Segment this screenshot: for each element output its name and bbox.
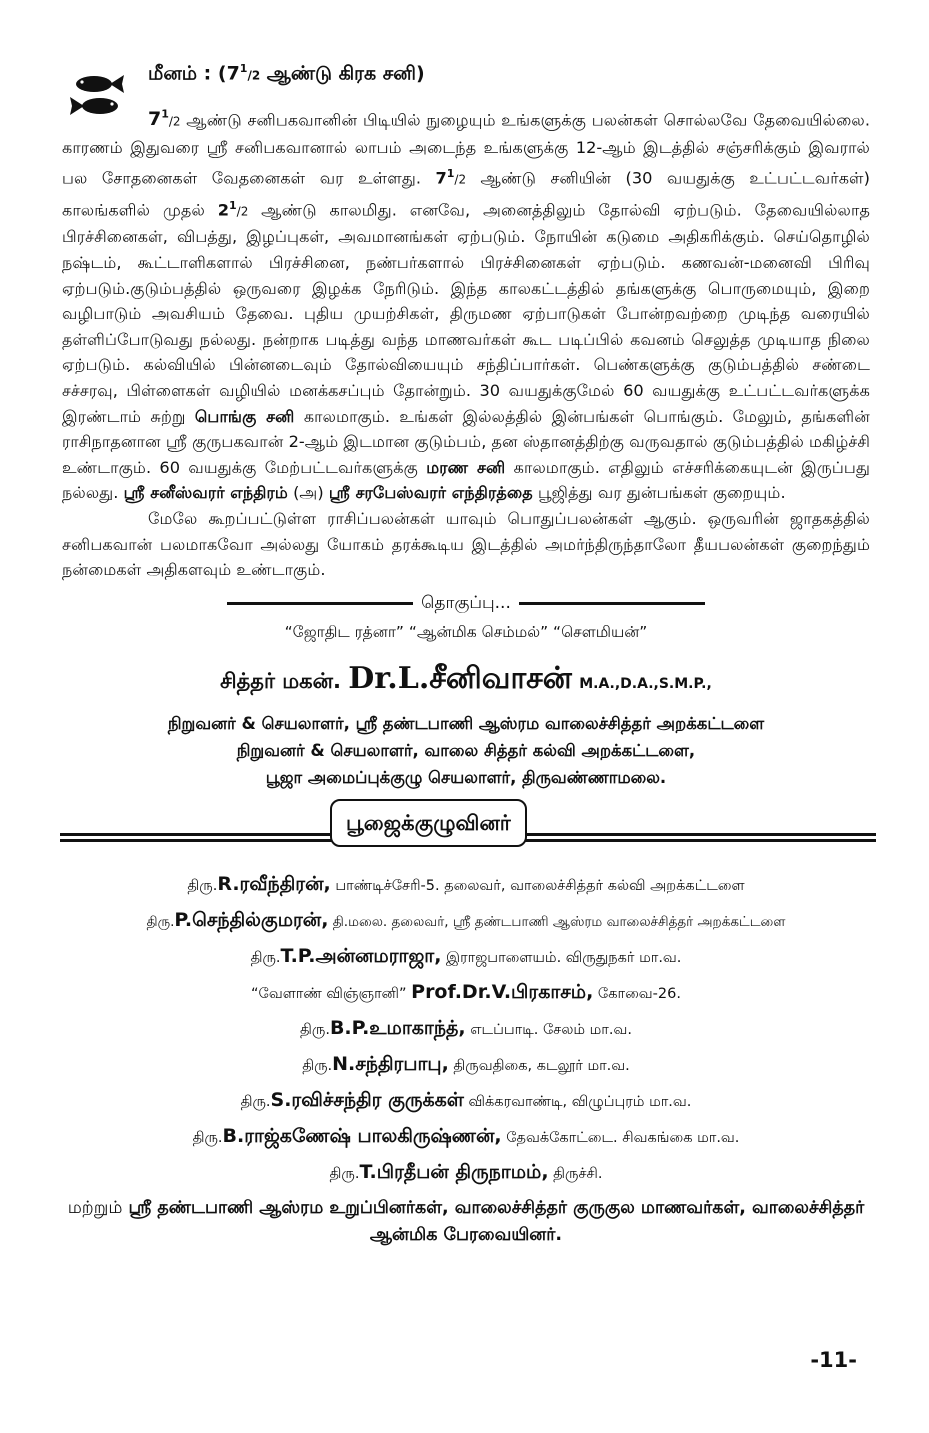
rasi-heading: மீனம் : ($7^1/2$ ஆண்டு கிரக சனி) xyxy=(148,62,425,85)
divider-line-left xyxy=(227,602,413,605)
member-row: திரு.B.P.உமாகாந்த், எடப்பாடி. சேலம் மா.வ. xyxy=(300,1016,632,1039)
degrees: M.A.,D.A.,S.M.P., xyxy=(579,675,712,692)
disclaimer-paragraph: மேலே கூறப்பட்டுள்ள ராசிப்பலன்கள் யாவும் பொதுப்பலன்கள் ஆகும். ஒருவரின் ஜாதகத்தில் சனிபகவான் பலமாகவோ அல்லது யோகம் தரக்கூடிய இடத்தில் அமர்ந்திருந்தாலோ தீயபலன்கள் குறைந்தும் நன்மைகள் அதிகளவும் உண்டாகும். xyxy=(62,509,870,580)
name-main: Dr.L.சீனிவாசன் xyxy=(348,660,572,696)
compiler-titles: “ஜோதிட ரத்னா” “ஆன்மிக செம்மல்” “சௌமியன்” xyxy=(284,622,648,641)
member-row: திரு.P.செந்தில்குமரன், தி.மலை. தலைவர், ஸ்ரீ தண்டபாணி ஆஸ்ரம வாலைச்சித்தர் அறக்கட்டளை xyxy=(146,908,786,931)
member-row: திரு.B.ராஜ்கணேஷ் பாலகிருஷ்ணன், தேவக்கோட்டை. சிவகங்கை மா.வ. xyxy=(192,1124,740,1147)
name-prefix: சித்தர் மகன். xyxy=(220,668,341,693)
role-line: நிறுவனர் & செயலாளர், வாலை சித்தர் கல்வி அறக்கட்டளை, xyxy=(236,740,696,760)
closing-note: மற்றும் ஸ்ரீ தண்டபாணி ஆஸ்ரம உறுப்பினர்கள், வாலைச்சித்தர் குருகுல மாணவர்கள், வாலைச்சித்தர் ஆன்மிக பேரவையினர். xyxy=(67,1197,865,1245)
page-number: -11- xyxy=(810,1348,857,1372)
divider-label: தொகுப்பு... xyxy=(421,592,511,613)
pisces-fish-icon xyxy=(68,70,128,120)
member-row: திரு.N.சந்திரபாபு, திருவதிகை, கடலூர் மா.வ. xyxy=(302,1052,630,1075)
compiler-divider xyxy=(62,593,870,615)
role-line: பூஜா அமைப்புக்குழு செயலாளர், திருவண்ணாமலை. xyxy=(265,767,667,787)
committee-list xyxy=(62,867,870,1191)
committee-title: பூஜைக்குழுவினர் xyxy=(330,799,527,847)
member-row: திரு.T.பிரதீபன் திருநாமம், திருச்சி. xyxy=(329,1160,603,1183)
member-row: திரு.T.P.அன்னமராஜா, இராஜபாளையம். விருதுநகர் மா.வ. xyxy=(250,944,682,967)
committee-section-header xyxy=(62,799,870,851)
rasi-paragraph: $7^1/2$ ஆண்டு சனிபகவானின் பிடியில் நுழையும் உங்களுக்கு பலன்கள் சொல்லவே தேவையில்லை. காரணம் இதுவரை ஸ்ரீ சனிபகவானால் லாபம் அடைந்த உங்களுக்கு 12-ஆம் இடத்தில் சஞ்சரிக்கும் இவரால் பல சோதனைகள் வேதனைகள் வர உள்ளது. $7^1/2$ ஆண்டு சனியின் (30 வயதுக்கு உட்பட்டவர்கள்) காலங்களில் முதல் $2^1/2$ ஆண்டு காலமிது. எனவே, அனைத்திலும் தோல்வி ஏற்படும். தேவையில்லாத பிரச்சினைகள், விபத்து, இழப்புகள், அவமானங்கள் ஏற்படும். நோயின் கடுமை அதிகரிக்கும். செய்தொழில் நஷ்டம், கூட்டாளிகளால் பிரச்சினை, நண்பர்களால் பிரச்சினைகள் ஏற்படும். கணவன்-மனைவி பிரிவு ஏற்படும்.குடும்பத்தில் ஒருவரை இழக்க நேரிடும். இந்த காலகட்டத்தில் தங்களுக்கு பொருமையும், இறை வழிபாடும் அவசியம் தேவை. புதிய முயற்சிகள், திருமண ஏற்பாடுகள் போன்றவற்றை முடிந்த வரையில் தள்ளிப்போடுவது நல்லது. நன்றாக படித்து வந்த மாணவர்கள் கூட படிப்பில் கவனம் செலுத்த முடியாத நிலை ஏற்படும். கல்வியில் பின்னடைவும் தோல்வியையும் சந்திப்பார்கள். பெண்களுக்கு குடும்பத்தில் சண்டை சச்சரவு, பிள்ளைகள் வழியில் மனக்கசப்பும் தோன்றும். 30 வயதுக்குமேல் 60 வயதுக்கு உட்பட்டவர்களுக்க இரண்டாம் சுற்று பொங்கு சனி காலமாகும். உங்கள் இல்லத்தில் இன்பங்கள் பொங்கும். மேலும், தங்களின் ராசிநாதனான ஸ்ரீ குருபகவான் 2-ஆம் இடமான குடும்பம், தன ஸ்தானத்திற்கு வருவதால் குடும்பத்தில் மகிழ்ச்சி உண்டாகும். 60 வயதுக்கு மேற்பட்டவர்களுக்கு மரண சனி காலமாகும். எதிலும் எச்சரிக்கையுடன் இருப்பது நல்லது. ஸ்ரீ சனீஸ்வரர் எந்திரம் (அ) ஸ்ரீ சரபேஸ்வரர் எந்திரத்தை பூஜித்து வர துன்பங்கள் குறையும். xyxy=(62,108,870,503)
compiler-name xyxy=(62,661,870,700)
role-line: நிறுவனர் & செயலாளர், ஸ்ரீ தண்டபாணி ஆஸ்ரம வாலைச்சித்தர் அறக்கட்டளை xyxy=(167,713,765,733)
compiler-roles xyxy=(62,710,870,791)
page-content xyxy=(62,58,870,1249)
divider-line-right xyxy=(519,602,705,605)
member-row: திரு.R.ரவீந்திரன், பாண்டிச்சேரி-5. தலைவர், வாலைச்சித்தர் கல்வி அறக்கட்டளை xyxy=(187,872,745,895)
rasi-header xyxy=(62,58,870,102)
member-row: திரு.S.ரவிச்சந்திர குருக்கள் விக்கரவாண்டி, விழுப்புரம் மா.வ. xyxy=(240,1088,692,1111)
member-row: “வேளாண் விஞ்ஞானி” Prof.Dr.V.பிரகாசம், கோவை-26. xyxy=(251,980,681,1003)
